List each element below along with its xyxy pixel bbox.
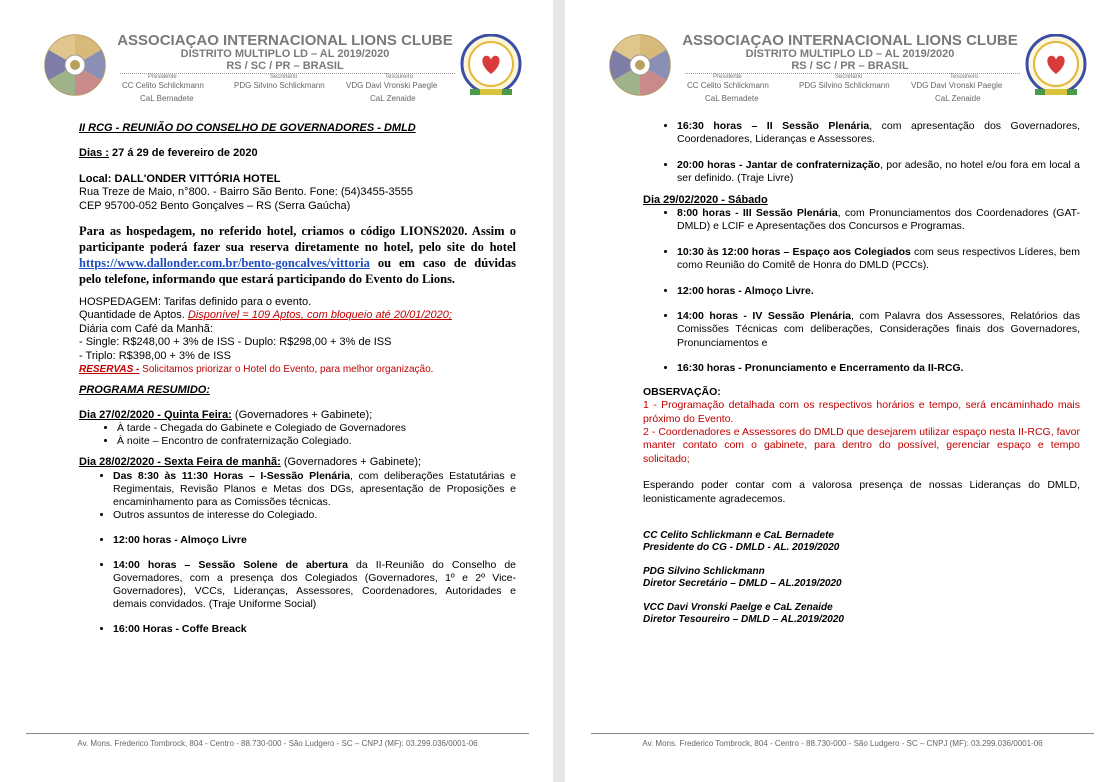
- quantidade-aptos: Quantidade de Aptos. Disponível = 109 Aptos, com bloqueio até 20/01/2020;: [79, 309, 452, 322]
- list-item: • 14:00 horas - IV Sessão Plenária, com Palavra dos Assessores, Relatórios das Comissões Técnicas com deliberações, Considerações finais dos Governadores, Pronunciamentos e: [677, 310, 1080, 350]
- hotel-booking-info: Para as hospedagem, no referido hotel, criamos o código LIONS2020. Assim o participante poderá fazer sua reserva diretamente no hotel, pelo site do hotel https://www.dallonder.com.br/bento-goncalves/vittoria ou em caso de dúvidas pelo telefone, informando que estará participando do Evento do Lions.: [79, 224, 516, 287]
- signature-role: Diretor Secretário – DMLD – AL.2019/2020: [643, 578, 842, 590]
- document-page-1: [0, 0, 553, 782]
- day3-list: [643, 207, 1080, 376]
- page-footer: Av. Mons. Frederico Tombrock, 804 - Centro - 88.730-000 - São Ludgero - SC – CNPJ (MF): 03.299.036/0001-06: [26, 733, 529, 748]
- signatures: [643, 530, 1080, 627]
- rate-triplo: - Triplo: R$398,00 + 3% de ISS: [79, 349, 231, 362]
- signature-name: PDG Silvino Schlickmann: [643, 565, 765, 577]
- venue-address: Rua Treze de Maio, n°800. - Bairro São Bento. Fone: (54)3455-3555: [79, 186, 413, 199]
- officer-name: CC Celito Schlickmann: [687, 81, 769, 90]
- officer-role: Secretário: [270, 74, 298, 80]
- page2-body: [643, 120, 1080, 627]
- list-item: • 16:30 horas – II Sessão Plenária, com apresentação dos Governadores, Coordenadores, Lideranças e Assessores.: [677, 120, 1080, 147]
- list-item: • 8:00 horas - III Sessão Plenária, com Pronunciamentos dos Coordenadores (GAT-DMLD) e LCIF e Apresentações dos Concursos e Programas.: [677, 207, 1080, 234]
- document-heading: II RCG - REUNIÃO DO CONSELHO DE GOVERNADORES - DMLD: [79, 122, 416, 134]
- officer-role: Tesoureiro: [950, 74, 979, 80]
- programa-heading: PROGRAMA RESUMIDO:: [79, 384, 210, 397]
- page1-body: [79, 122, 516, 636]
- hotel-website-link[interactable]: https://www.dallonder.com.br/bento-goncalves/vittoria: [79, 256, 370, 271]
- header-title: ASSOCIAÇAO INTERNACIONAL LIONS CLUBE: [117, 32, 453, 49]
- list-item: • 10:30 às 12:00 horas – Espaço aos Colegiados com seus respectivos Líderes, bem como Reunião do Comitê de Honra do DMLD (PCCs).: [677, 246, 1080, 273]
- officer-name: CC Celito Schlickmann: [122, 81, 204, 90]
- officer-spouse: CaL Bernadete: [705, 94, 759, 103]
- officer-role: Tesoureiro: [385, 74, 414, 80]
- venue-name: Local: DALL'ONDER VITTÓRIA HOTEL: [79, 172, 281, 185]
- day2-heading: Dia 28/02/2020 - Sexta Feira de manhã: (Governadores + Gabinete);: [79, 456, 422, 469]
- list-item: • 16:00 Horas - Coffe Breack: [113, 623, 516, 636]
- list-item: • 12:00 horas - Almoço Livre.: [677, 285, 1080, 298]
- lions-international-logo: [44, 34, 106, 96]
- list-item: • 20:00 horas - Jantar de confraternização, por adesão, no hotel e/ou fora em local a ser definido. (Traje Livre): [677, 159, 1080, 186]
- signature-role: Presidente do CG - DMLD - AL. 2019/2020: [643, 542, 840, 554]
- day2-continued-list: [643, 120, 1080, 186]
- observacao-section: [643, 386, 1080, 506]
- officer-role: Presidente: [713, 74, 742, 80]
- header-states: RS / SC / PR – BRASIL: [791, 60, 909, 72]
- diaria-text: Diária com Café da Manhã:: [79, 322, 213, 335]
- closing-text: Esperando poder contar com a valorosa presença de nossas Lideranças do DMLD, leonisticamente agradecemos.: [643, 479, 1080, 505]
- hospedagem-text: HOSPEDAGEM: Tarifas definido para o evento.: [79, 296, 312, 309]
- list-item: • À noite – Encontro de confraternização Colegiado.: [117, 435, 516, 448]
- officer-name: PDG Silvino Schlickmann: [234, 81, 325, 90]
- officers-row: [685, 73, 1020, 102]
- rate-single-duplo: - Single: R$248,00 + 3% de ISS - Duplo: R$298,00 + 3% de ISS: [79, 336, 392, 349]
- list-item: • 16:30 horas - Pronunciamento e Encerramento da II-RCG.: [677, 362, 1080, 375]
- signature-name: CC Celito Schlickmann e CaL Bernadete: [643, 529, 834, 541]
- officer-role: Presidente: [148, 74, 177, 80]
- list-item: • Outros assuntos de interesse do Colegiado.: [113, 509, 516, 522]
- day2-list: [79, 470, 516, 636]
- day3-heading: Dia 29/02/2020 - Sábado: [643, 193, 768, 206]
- header-states: RS / SC / PR – BRASIL: [226, 60, 344, 72]
- officer-name: VDG Davi Vronski Paegle: [911, 81, 1003, 90]
- list-item: • 14:00 horas – Sessão Solene de abertura da II-Reunião do Conselho de Governadores, com a presença dos Colegiados (Governadores, 1º e 2º Vice-Governadores), VCCs, Lideranças, Assessores, Coordenadores, Autoridades e demais convidados. (Traje Uniforme Social): [113, 559, 516, 611]
- officer-spouse: CaL Zenaide: [370, 94, 416, 103]
- list-item: • 12:00 horas - Almoço Livre: [113, 534, 516, 547]
- day1-list: [79, 422, 516, 448]
- officer-spouse: CaL Bernadete: [140, 94, 194, 103]
- event-dates: Dias : 27 á 29 de fevereiro de 2020: [79, 147, 258, 160]
- header-title: ASSOCIAÇAO INTERNACIONAL LIONS CLUBE: [682, 32, 1018, 49]
- venue-cep: CEP 95700-052 Bento Gonçalves – RS (Serra Gaúcha): [79, 199, 351, 212]
- reservas-note: RESERVAS - Solicitamos priorizar o Hotel do Evento, para melhor organização.: [79, 364, 434, 376]
- observacao-item: 2 - Coordenadores e Assessores do DMLD que desejarem utilizar espaço nesta II-RCG, favor manter contato com o gabinete, para dentro do possível, gerenciar espaço e tempo solicitado;: [643, 425, 1080, 465]
- officers-row: [120, 73, 455, 102]
- signature-name: VCC Davi Vronski Paelge e CaL Zenaide: [643, 601, 833, 613]
- officer-spouse: CaL Zenaide: [935, 94, 981, 103]
- list-item: • À tarde - Chegada do Gabinete e Colegiado de Governadores: [117, 422, 516, 435]
- signature-role: Diretor Tesoureiro – DMLD – AL.2019/2020: [643, 614, 844, 626]
- lions-international-logo: [609, 34, 671, 96]
- officer-role: Secretário: [835, 74, 863, 80]
- day1-heading: Dia 27/02/2020 - Quinta Feira: (Governadores + Gabinete);: [79, 408, 373, 421]
- observacao-heading: OBSERVAÇÃO:: [643, 385, 721, 398]
- page-footer: Av. Mons. Frederico Tombrock, 804 - Centro - 88.730-000 - São Ludgero - SC – CNPJ (MF): 03.299.036/0001-06: [591, 733, 1094, 748]
- officer-name: VDG Davi Vronski Paegle: [346, 81, 438, 90]
- header-district: DISTRITO MULTIPLO LD – AL 2019/2020: [180, 48, 390, 60]
- observacao-item: 1 - Programação detalhada com os respectivos horários e tempo, será encaminhado mais próximo do Evento.: [643, 399, 1080, 425]
- header-district: DISTRITO MULTIPLO LD – AL 2019/2020: [745, 48, 955, 60]
- document-page-2: [565, 0, 1118, 782]
- list-item: • Das 8:30 às 11:30 Horas – I-Sessão Plenária, com deliberações Estatutárias e Regimentais, Revisão Planos e Metas dos DGs, apresentação de Proposições e encaminhamento para as Comissões técnicas.: [113, 470, 516, 509]
- officer-name: PDG Silvino Schlickmann: [799, 81, 890, 90]
